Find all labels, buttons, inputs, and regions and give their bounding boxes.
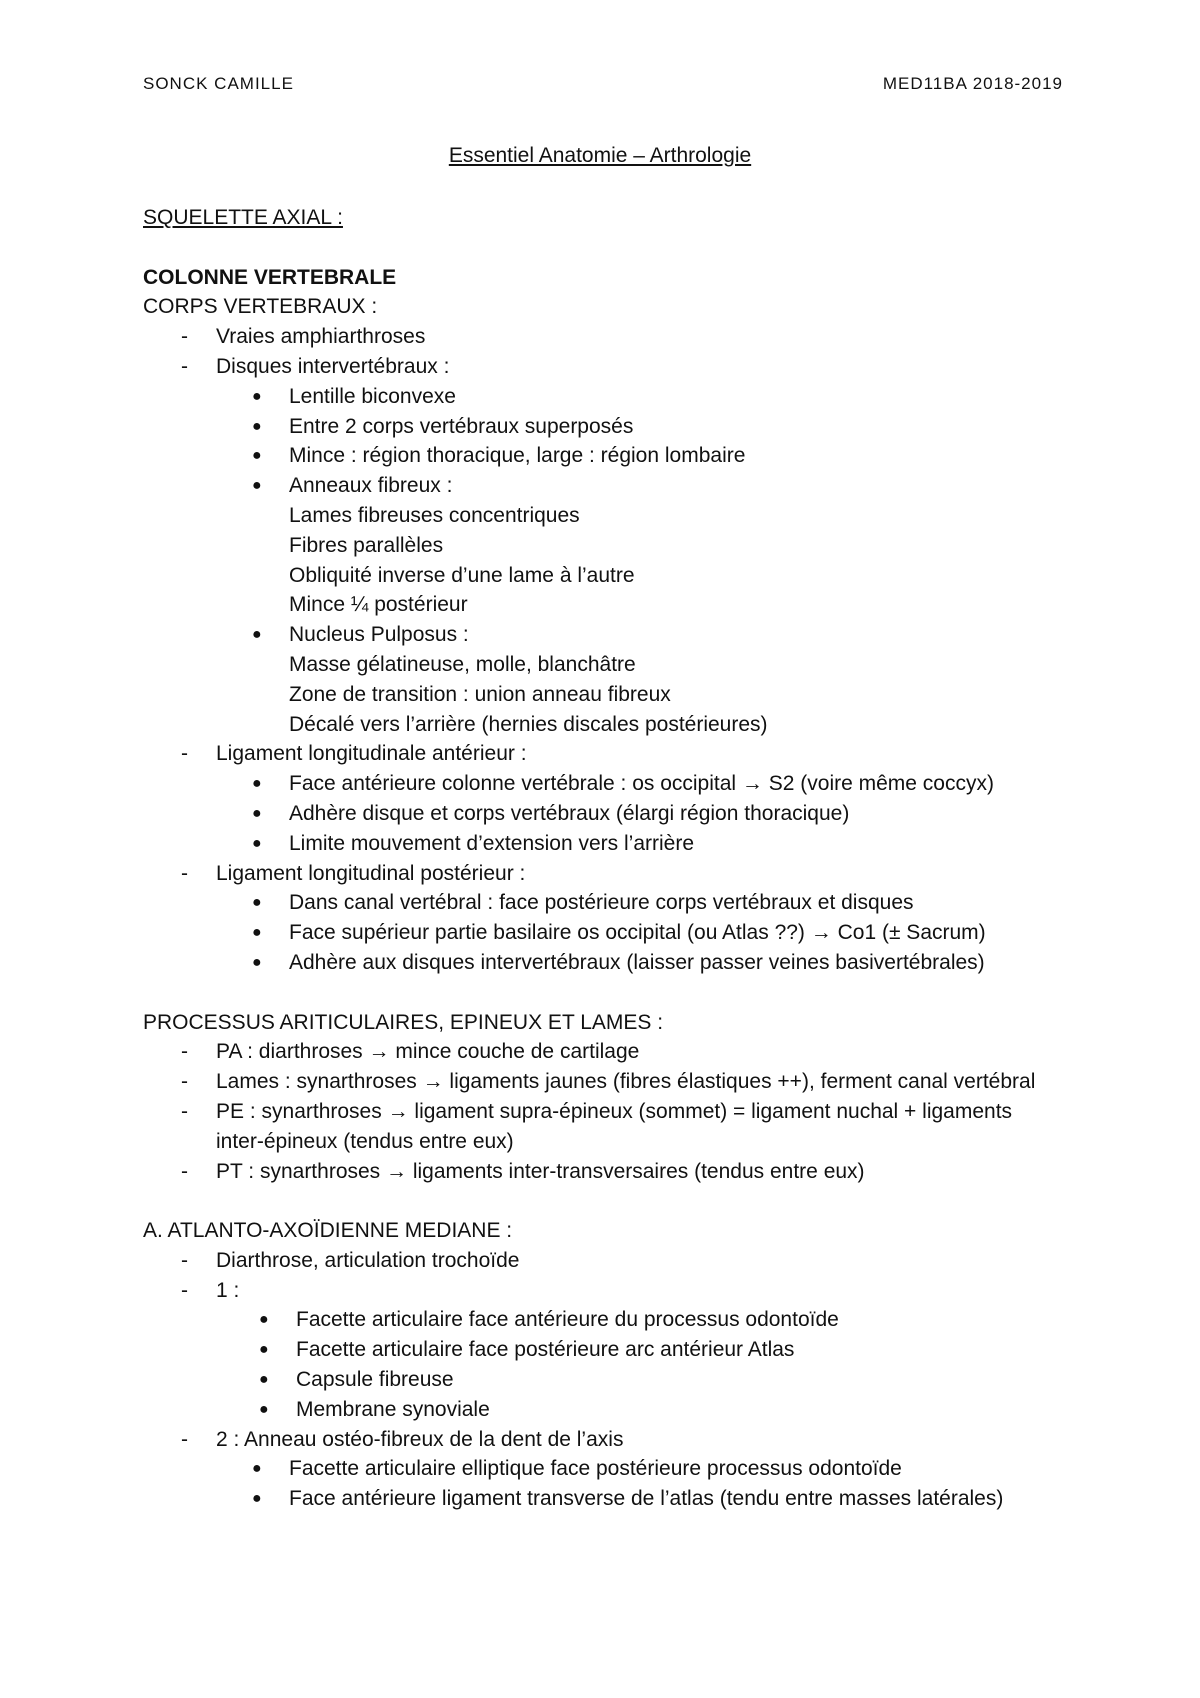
- list-item: - Vraies amphiarthroses: [181, 325, 426, 349]
- list-item: - PE : synarthroses → ligament supra-épineux (sommet) = ligament nuchal + ligaments inter-épineux (tendus entre eux): [181, 1099, 1013, 1153]
- list-item: ● Adhère aux disques intervertébraux (laisser passer veines basivertébrales): [252, 950, 985, 974]
- section-heading: SQUELETTE AXIAL :: [143, 206, 343, 229]
- header-course: MED11BA 2018-2019: [882, 74, 1063, 93]
- continuation-line: Décalé vers l’arrière (hernies discales postérieures): [289, 712, 768, 736]
- list-item: ● Mince : région thoracique, large : région lombaire: [252, 444, 746, 468]
- list-item: - 1 :: [181, 1278, 240, 1302]
- list-item: - Disques intervertébraux :: [181, 354, 450, 378]
- atlanto-heading: A. ATLANTO-AXOÏDIENNE MEDIANE :: [143, 1219, 513, 1243]
- list-item: - Diarthrose, articulation trochoïde: [181, 1248, 520, 1272]
- processus-heading: PROCESSUS ARITICULAIRES, EPINEUX ET LAMES :: [143, 1010, 664, 1034]
- list-item: ● Entre 2 corps vertébraux superposés: [252, 414, 634, 438]
- continuation-line: Zone de transition : union anneau fibreux: [289, 682, 671, 706]
- list-item: ● Dans canal vertébral : face postérieure corps vertébraux et disques: [252, 891, 914, 915]
- list-item: - PA : diarthroses → mince couche de cartilage: [181, 1040, 640, 1064]
- list-item: ● Adhère disque et corps vertébraux (élargi région thoracique): [252, 801, 850, 825]
- header-author: SONCK CAMILLE: [143, 74, 294, 93]
- list-item: - PT : synarthroses → ligaments inter-transversaires (tendus entre eux): [181, 1159, 865, 1183]
- list-item: ● Lentille biconvexe: [252, 384, 456, 408]
- list-item: - Ligament longitudinal postérieur :: [181, 861, 526, 885]
- list-item: ● Capsule fibreuse: [259, 1368, 454, 1392]
- list-item: - 2 : Anneau ostéo-fibreux de la dent de l’axis: [181, 1427, 624, 1451]
- continuation-line: Mince ¼ postérieur: [289, 593, 468, 617]
- continuation-line: Obliquité inverse d’une lame à l’autre: [289, 563, 635, 587]
- list-item: ● Anneaux fibreux :: [252, 474, 453, 498]
- colonne-heading: COLONNE VERTEBRALE: [143, 265, 397, 289]
- list-item: ● Nucleus Pulposus :: [252, 623, 469, 647]
- list-item: ● Membrane synoviale: [259, 1397, 490, 1421]
- continuation-line: Lames fibreuses concentriques: [289, 503, 580, 527]
- document-title: Essentiel Anatomie – Arthrologie: [448, 144, 752, 167]
- corps-heading: CORPS VERTEBRAUX :: [143, 295, 378, 319]
- list-item: ● Face antérieure ligament transverse de l’atlas (tendu entre masses latérales): [252, 1487, 1004, 1511]
- list-item: ● Face supérieur partie basilaire os occipital (ou Atlas ??) → Co1 (± Sacrum): [252, 921, 986, 945]
- list-item: - Ligament longitudinale antérieur :: [181, 742, 527, 766]
- list-item: - Lames : synarthroses → ligaments jaunes (fibres élastiques ++), ferment canal vertébral: [181, 1070, 1036, 1094]
- continuation-line: Masse gélatineuse, molle, blanchâtre: [289, 652, 636, 676]
- list-item: ● Limite mouvement d’extension vers l’arrière: [252, 831, 694, 855]
- list-item: ● Facette articulaire face antérieure du processus odontoïde: [259, 1308, 839, 1332]
- list-item: ● Face antérieure colonne vertébrale : os occipital → S2 (voire même coccyx): [252, 772, 994, 796]
- list-item: ● Facette articulaire face postérieure arc antérieur Atlas: [259, 1338, 795, 1362]
- document-body: [143, 203, 1063, 1514]
- continuation-line: Fibres parallèles: [289, 533, 444, 557]
- list-item: ● Facette articulaire elliptique face postérieure processus odontoïde: [252, 1457, 902, 1481]
